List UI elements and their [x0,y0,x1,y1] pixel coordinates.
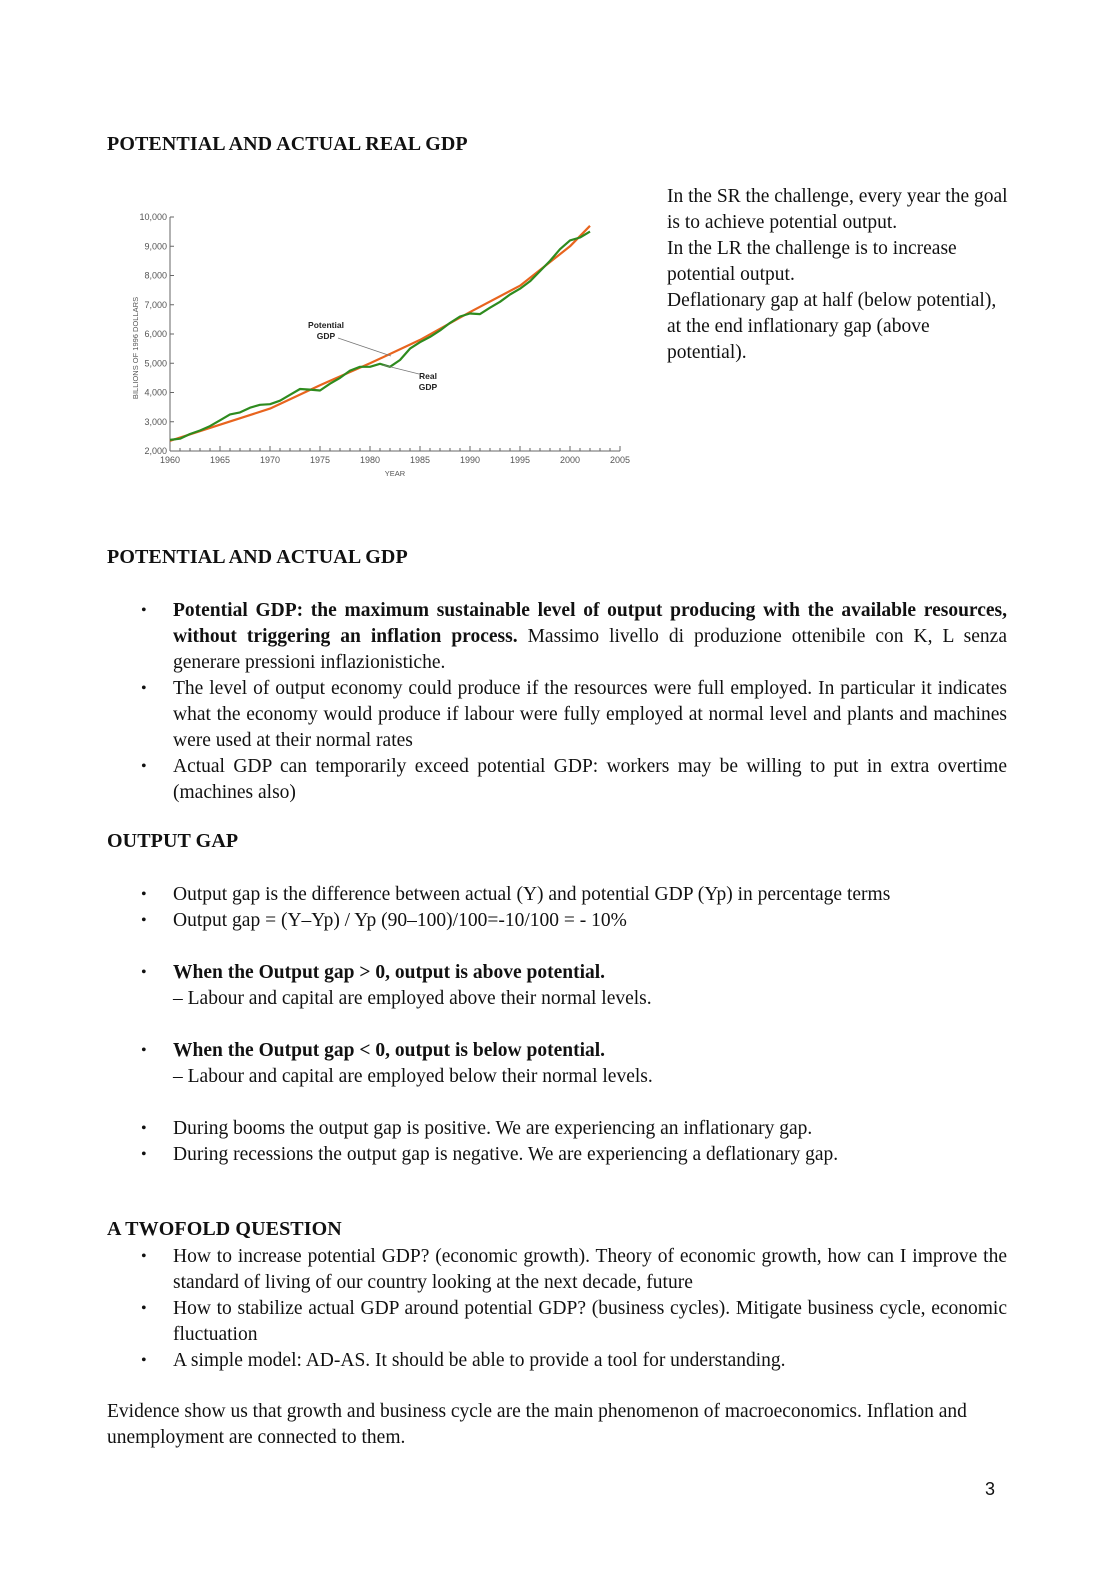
section-title-potential-actual-real-gdp: POTENTIAL AND ACTUAL REAL GDP [107,133,468,155]
section-title-output-gap: OUTPUT GAP [107,830,239,852]
list-item: • Output gap is the difference between actual (Y) and potential GDP (Yp) in percentage terms [107,882,1007,908]
list-item: • How to stabilize actual GDP around potential GDP? (business cycles). Mitigate business cycle, economic fluctuation [107,1296,1007,1348]
list-item: • During booms the output gap is positive. We are experiencing an inflationary gap. [107,1116,1007,1142]
y-tick-label: 10,000 [139,212,167,222]
potential-gdp-bullets [107,598,1007,806]
list-item: • How to increase potential GDP? (economic growth). Theory of economic growth, how can I improve the standard of living of our country looking at the next decade, future [107,1244,1007,1296]
potential-gdp-annotation-line1: Potential [308,320,344,330]
x-tick-label: 1970 [259,455,281,465]
bullet-bold-text: Potential GDP: the maximum sustainable level of output producing with the available resources, without triggering an inflation process. [173,600,1007,647]
side-text-3: Deflationary gap at half (below potential), at the end inflationary gap (above potential). [667,290,997,363]
y-tick-label: 6,000 [144,329,167,339]
x-tick-label: 1990 [459,455,481,465]
bullet-bold-text: When the Output gap > 0, output is above potential. [173,962,606,983]
x-tick-label: 2005 [609,455,631,465]
potential-gdp-annotation-line2: GDP [316,331,336,341]
y-tick-label: 4,000 [144,387,167,398]
x-tick-label: 1960 [159,455,181,465]
y-tick-label: 7,000 [144,299,167,310]
list-item: • The level of output economy could produce if the resources were full employed. In particular it indicates what the economy would produce if labour were fully employed at normal level and plants and machines were used at their normal rates [107,676,1007,754]
real-gdp-line [170,232,590,440]
x-tick-label: 1965 [209,455,231,465]
x-tick-label: 1980 [359,455,381,465]
potential-gdp-leader-line [338,338,391,356]
real-gdp-annotation-line1: Real [419,371,437,381]
twofold-question-bullets [107,1244,1007,1374]
y-tick-label: 3,000 [144,416,167,427]
section-title-potential-actual-gdp: POTENTIAL AND ACTUAL GDP [107,546,408,568]
x-tick-label: 1985 [409,455,431,465]
side-commentary [667,184,1012,366]
x-tick-label: 1995 [509,455,531,465]
potential-gdp-line [170,226,590,441]
y-axis-label: BILLIONS OF 1996 DOLLARS [131,296,140,400]
list-item: • A simple model: AD-AS. It should be able to provide a tool for understanding. [107,1348,1007,1374]
real-gdp-leader-line [383,365,419,374]
x-tick-label: 1975 [309,455,331,465]
section-title-twofold-question: A TWOFOLD QUESTION [107,1218,342,1240]
y-tick-label: 9,000 [144,241,167,252]
gdp-line-chart [125,205,631,485]
list-item: • Actual GDP can temporarily exceed potential GDP: workers may be willing to put in extra overtime (machines also) [107,754,1007,806]
x-axis-label: YEAR [384,469,406,478]
side-text-2: In the LR the challenge is to increase potential output. [667,238,957,285]
closing-paragraph: Evidence show us that growth and business cycle are the main phenomenon of macroeconomics. Inflation and unemployment are connected to them. [107,1401,967,1448]
list-item [107,960,1007,1012]
y-tick-label: 2,000 [144,446,167,456]
list-item [107,598,1007,676]
x-tick-label: 2000 [559,455,581,465]
side-text-1: In the SR the challenge, every year the goal is to achieve potential output. [667,186,1008,233]
real-gdp-annotation-line2: GDP [418,382,438,392]
list-item: • During recessions the output gap is negative. We are experiencing a deflationary gap. [107,1142,1007,1168]
bullet-text: Massimo livello di produzione ottenibile con K, L senza generare pressioni inflazionistiche. [173,626,1007,673]
list-item: • Output gap = (Y–Yp) / Yp (90–100)/100=-10/100 = - 10% [107,908,1007,934]
list-item [107,1038,1007,1090]
bullet-subtext: – Labour and capital are employed above their normal levels. [173,988,652,1009]
y-tick-label: 5,000 [144,358,167,369]
output-gap-bullets [107,882,1007,1168]
bullet-subtext: – Labour and capital are employed below their normal levels. [173,1066,653,1087]
y-tick-label: 8,000 [144,270,167,281]
page-number: 3 [985,1479,996,1499]
bullet-bold-text: When the Output gap < 0, output is below potential. [173,1040,606,1061]
